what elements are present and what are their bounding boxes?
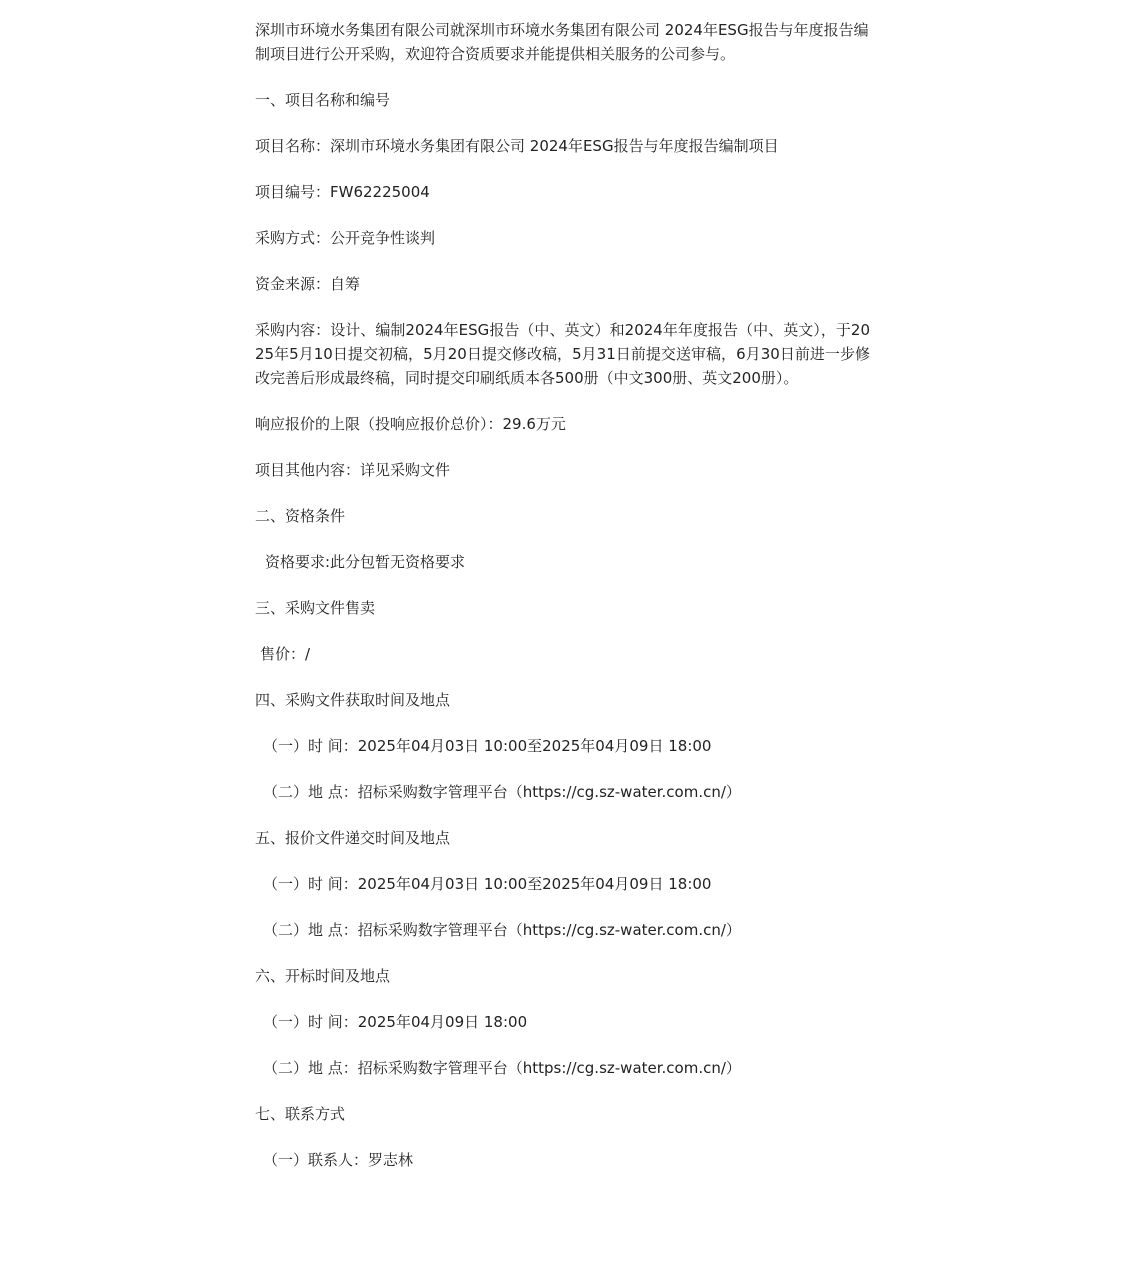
section-heading-contact: 七、联系方式	[255, 1105, 346, 1123]
submission-time: （一）时 间：2025年04月03日 10:00至2025年04月09日 18:00	[263, 875, 712, 893]
procurement-content: 采购内容：设计、编制2024年ESG报告（中、英文）和2024年年度报告（中、英文），于2025年5月10日提交初稿，5月20日提交修改稿，5月31日前提交送审稿，6月30日前进一步修改完善后形成最终稿，同时提交印刷纸质本各500册（中文300册、英文200册）。	[255, 321, 870, 387]
section-heading-document-acquisition: 四、采购文件获取时间及地点	[255, 691, 451, 709]
section-heading-bid-opening: 六、开标时间及地点	[255, 967, 391, 985]
fund-source: 资金来源：自筹	[255, 275, 361, 293]
project-number: 项目编号：FW62225004	[255, 183, 430, 201]
document-price: 售价：/	[260, 645, 311, 663]
bid-opening-location: （二）地 点：招标采购数字管理平台（https://cg.sz-water.com.cn/）	[263, 1059, 741, 1077]
procurement-method: 采购方式：公开竞争性谈判	[255, 229, 436, 247]
qualification-requirement: 资格要求:此分包暂无资格要求	[265, 553, 466, 571]
submission-location: （二）地 点：招标采购数字管理平台（https://cg.sz-water.com.cn/）	[263, 921, 741, 939]
contact-person: （一）联系人：罗志林	[263, 1151, 414, 1169]
other-content: 项目其他内容：详见采购文件	[255, 461, 451, 479]
project-name: 项目名称：深圳市环境水务集团有限公司 2024年ESG报告与年度报告编制项目	[255, 137, 779, 155]
intro-paragraph: 深圳市环境水务集团有限公司就深圳市环境水务集团有限公司 2024年ESG报告与年度报告编制项目进行公开采购，欢迎符合资质要求并能提供相关服务的公司参与。	[255, 21, 869, 63]
section-heading-qualification: 二、资格条件	[255, 507, 346, 525]
price-cap: 响应报价的上限（投响应报价总价）：29.6万元	[255, 415, 566, 433]
procurement-announcement	[255, 18, 870, 1194]
section-heading-project-info: 一、项目名称和编号	[255, 91, 391, 109]
bid-opening-time: （一）时 间：2025年04月09日 18:00	[263, 1013, 528, 1031]
acquisition-location: （二）地 点：招标采购数字管理平台（https://cg.sz-water.com.cn/）	[263, 783, 741, 801]
section-heading-document-sale: 三、采购文件售卖	[255, 599, 376, 617]
section-heading-quote-submission: 五、报价文件递交时间及地点	[255, 829, 451, 847]
acquisition-time: （一）时 间：2025年04月03日 10:00至2025年04月09日 18:00	[263, 737, 712, 755]
